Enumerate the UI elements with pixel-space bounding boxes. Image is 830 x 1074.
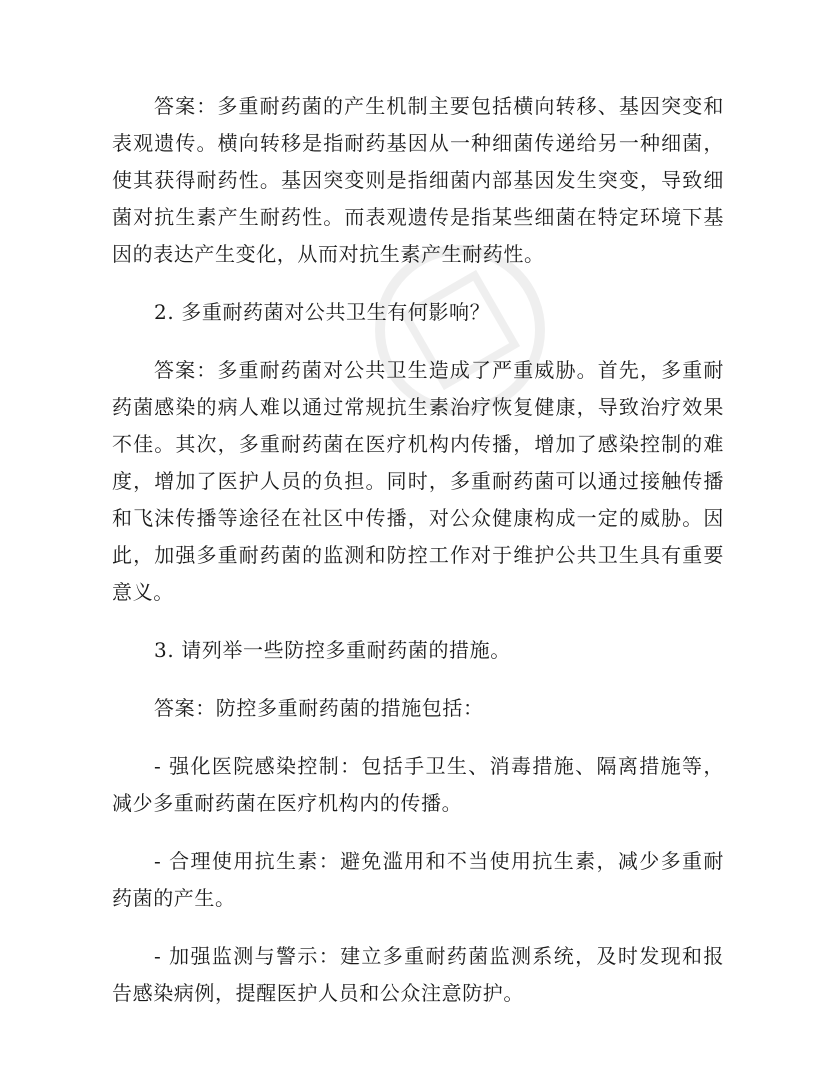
list-item-infection-control: - 强化医院感染控制：包括手卫生、消毒措施、隔离措施等，减少多重耐药菌在医疗机构内的传播。 — [112, 754, 724, 815]
question-2: 2. 多重耐药菌对公共卫生有何影响？ — [154, 300, 491, 324]
paragraph-answer-2: 答案：多重耐药菌对公共卫生造成了严重威胁。首先，多重耐药菌感染的病人难以通过常规抗生素治疗恢复健康，导致治疗效果不佳。其次，多重耐药菌在医疗机构内传播，增加了感染控制的难度，增加了医护人员的负担。同时，多重耐药菌可以通过接触传播和飞沫传播等途径在社区中传播，对公众健康构成一定的威胁。因此，加强多重耐药菌的监测和防控工作对于维护公共卫生具有重要意义。 — [112, 358, 724, 604]
list-item-monitoring: - 加强监测与警示：建立多重耐药菌监测系统，及时发现和报告感染病例，提醒医护人员和公众注意防护。 — [112, 944, 724, 1005]
paragraph-answer-1: 答案：多重耐药菌的产生机制主要包括横向转移、基因突变和表观遗传。横向转移是指耐药基因从一种细菌传递给另一种细菌，使其获得耐药性。基因突变则是指细菌内部基因发生突变，导致细菌对抗生素产生耐药性。而表观遗传是指某些细菌在特定环境下基因的表达产生变化，从而对抗生素产生耐药性。 — [112, 94, 724, 266]
question-3: 3. 请列举一些防控多重耐药菌的措施。 — [154, 638, 511, 662]
paragraph-answer-3-intro: 答案：防控多重耐药菌的措施包括： — [154, 696, 484, 720]
document-body — [112, 88, 724, 1033]
list-item-antibiotic-use: - 合理使用抗生素：避免滥用和不当使用抗生素，减少多重耐药菌的产生。 — [112, 849, 724, 910]
